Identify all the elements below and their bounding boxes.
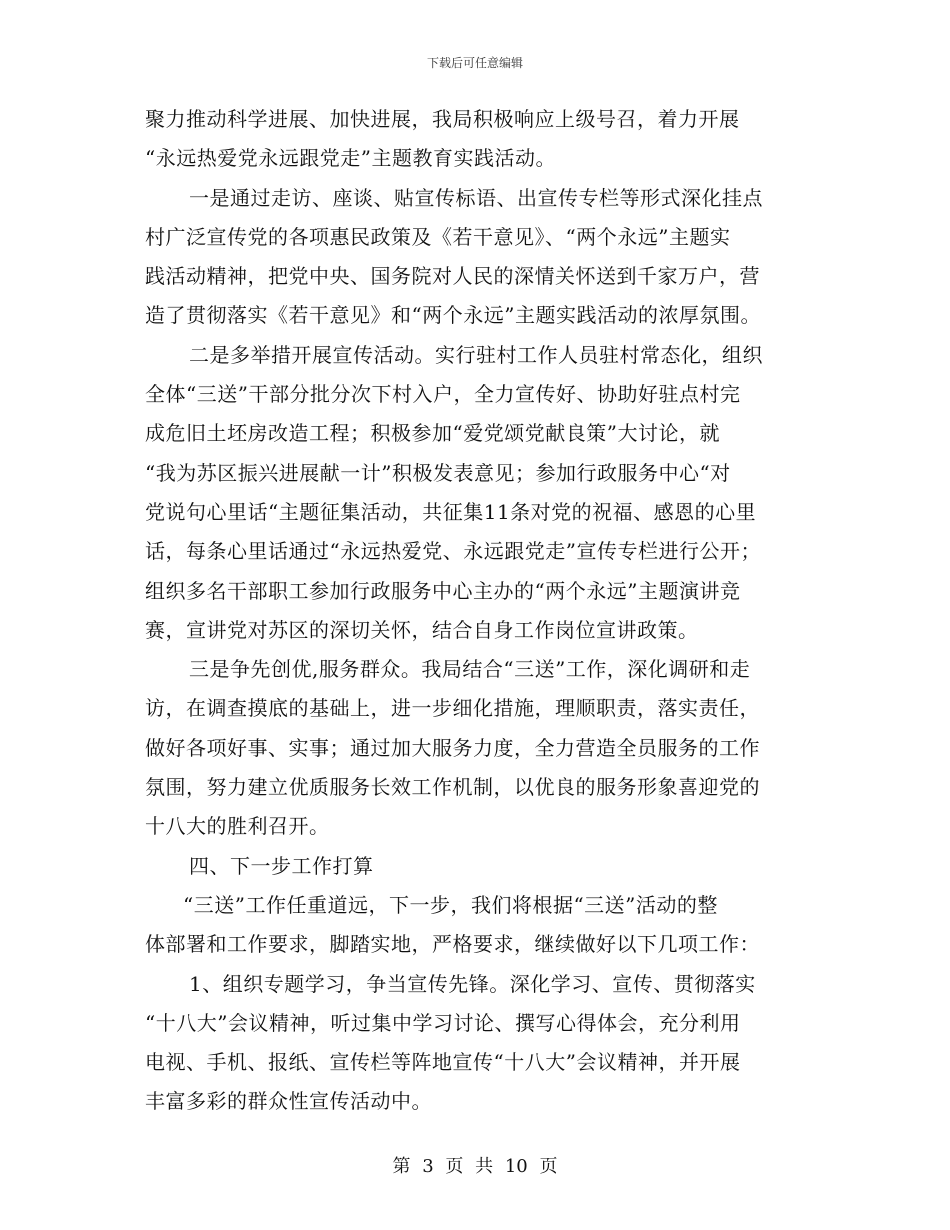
text-line: 做好各项好事、实事；通过加大服务力度，全力营造全员服务的工作 xyxy=(145,735,760,760)
section-heading xyxy=(145,847,815,886)
text-line: 三是争先创优,服务群众。我局结合“三送”工作，深化调研和走 xyxy=(189,657,751,682)
paragraph-point-three xyxy=(145,650,815,846)
text-line: 党说句心里话“主题征集活动，共征集11条对党的祝福、感恩的心里 xyxy=(145,499,757,524)
text-line: 1、组织专题学习，争当宣传先锋。深化学习、宣传、贯彻落实 xyxy=(189,971,756,996)
text-line: “三送”工作任重道远，下一步，我们将根据“三送”活动的整 xyxy=(183,892,718,917)
paragraph-item-one xyxy=(145,965,815,1122)
document-body xyxy=(145,100,815,1122)
text-line: 一是通过走访、座谈、贴宣传标语、出宣传专栏等形式深化挂点 xyxy=(189,185,763,210)
text-line: “永远热爱党永远跟党走”主题教育实践活动。 xyxy=(145,146,556,171)
text-line: 造了贯彻落实《若干意见》和“两个永远”主题实践活动的浓厚氛围。 xyxy=(145,303,761,328)
text-line: 赛，宣讲党对苏区的深切关怀，结合自身工作岗位宣讲政策。 xyxy=(145,617,699,642)
text-line: 成危旧土坯房改造工程；积极参加“爱党颂党献良策”大讨论，就 xyxy=(145,421,720,446)
paragraph-next-steps-intro xyxy=(145,886,815,965)
text-line: “十八大”会议精神，听过集中学习讨论、撰写心得体会，充分利用 xyxy=(145,1010,741,1035)
page-header: 下载后可任意编辑 xyxy=(426,56,523,70)
text-line: 访，在调查摸底的基础上，进一步细化措施，理顺职责，落实责任， xyxy=(145,696,760,721)
section-heading-text: 四、下一步工作打算 xyxy=(189,853,374,878)
text-line: 二是多举措开展宣传活动。实行驻村工作人员驻村常态化，组织 xyxy=(189,342,763,367)
paragraph-continuation xyxy=(145,100,815,179)
text-line: 组织多名干部职工参加行政服务中心主办的“两个永远”主题演讲竞 xyxy=(145,578,741,603)
text-line: 十八大的胜利召开。 xyxy=(145,814,330,839)
paragraph-point-two xyxy=(145,336,815,650)
text-line: 村广泛宣传党的各项惠民政策及《若干意见》、“两个永远”主题实 xyxy=(145,224,731,249)
text-line: 体部署和工作要求，脚踏实地，严格要求，继续做好以下几项工作： xyxy=(145,932,760,957)
text-line: 丰富多彩的群众性宣传活动中。 xyxy=(145,1089,432,1114)
text-line: 电视、手机、报纸、宣传栏等阵地宣传“十八大”会议精神，并开展 xyxy=(145,1050,741,1075)
page-number-footer: 第 3 页 共 10 页 xyxy=(392,1156,558,1177)
paragraph-point-one xyxy=(145,179,815,336)
text-line: 全体“三送”干部分批分次下村入户，全力宣传好、协助好驻点村完 xyxy=(145,382,741,407)
text-line: 氛围，努力建立优质服务长效工作机制，以优良的服务形象喜迎党的 xyxy=(145,775,760,800)
text-line: “我为苏区振兴进展献一计”积极发表意见；参加行政服务中心“对 xyxy=(145,460,731,485)
text-line: 话，每条心里话通过“永远热爱党、永远跟党走”宣传专栏进行公开； xyxy=(145,539,761,564)
text-line: 聚力推动科学进展、加快进展，我局积极响应上级号召，着力开展 xyxy=(145,107,740,131)
text-line: 践活动精神，把党中央、国务院对人民的深情关怀送到千家万户，营 xyxy=(145,264,760,289)
